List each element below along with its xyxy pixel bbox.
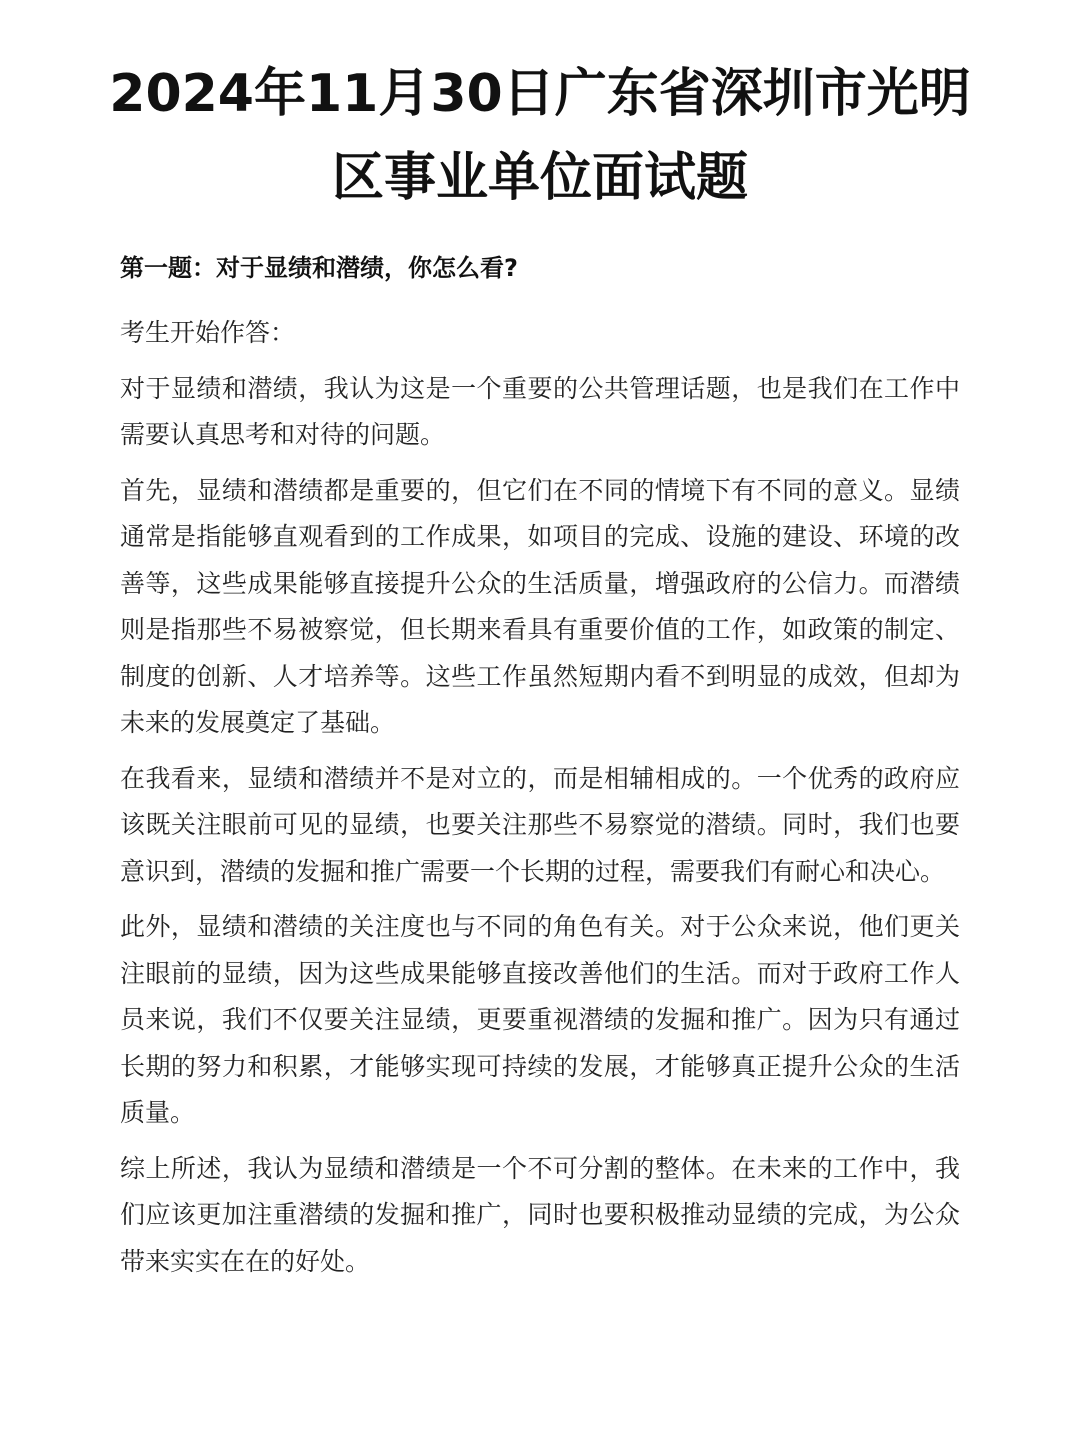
answer-intro: 考生开始作答： xyxy=(120,318,296,347)
paragraph: 综上所述，我认为显绩和潜绩是一个不可分割的整体。在未来的工作中，我们应该更加注重潜绩的发掘和推广，同时也要积极推动显绩的完成，为公众带来实实在在的好处。 xyxy=(120,1153,960,1276)
paragraph: 对于显绩和潜绩，我认为这是一个重要的公共管理话题，也是我们在工作中需要认真思考和对待的问题。 xyxy=(120,373,960,449)
document-body xyxy=(120,246,960,1294)
paragraph: 在我看来，显绩和潜绩并不是对立的，而是相辅相成的。一个优秀的政府应该既关注眼前可见的显绩，也要关注那些不易察觉的潜绩。同时，我们也要意识到，潜绩的发掘和推广需要一个长期的过程，需要我们有耐心和决心。 xyxy=(120,763,960,886)
paragraph: 此外，显绩和潜绩的关注度也与不同的角色有关。对于公众来说，他们更关注眼前的显绩，因为这些成果能够直接改善他们的生活。而对于政府工作人员来说，我们不仅要关注显绩，更要重视潜绩的发掘和推广。因为只有通过长期的努力和积累，才能够实现可持续的发展，才能够真正提升公众的生活质量。 xyxy=(120,912,960,1127)
question-heading: 第一题：对于显绩和潜绩，你怎么看? xyxy=(120,254,518,282)
paragraph: 首先，显绩和潜绩都是重要的，但它们在不同的情境下有不同的意义。显绩通常是指能够直观看到的工作成果，如项目的完成、设施的建设、环境的改善等，这些成果能够直接提升公众的生活质量，增强政府的公信力。而潜绩则是指那些不易被察觉，但长期来看具有重要价值的工作，如政策的制定、制度的创新、人才培养等。这些工作虽然短期内看不到明显的成效，但却为未来的发展奠定了基础。 xyxy=(120,475,960,737)
page-title: 2024年11月30日广东省深圳市光明区事业单位面试题 xyxy=(109,64,971,208)
